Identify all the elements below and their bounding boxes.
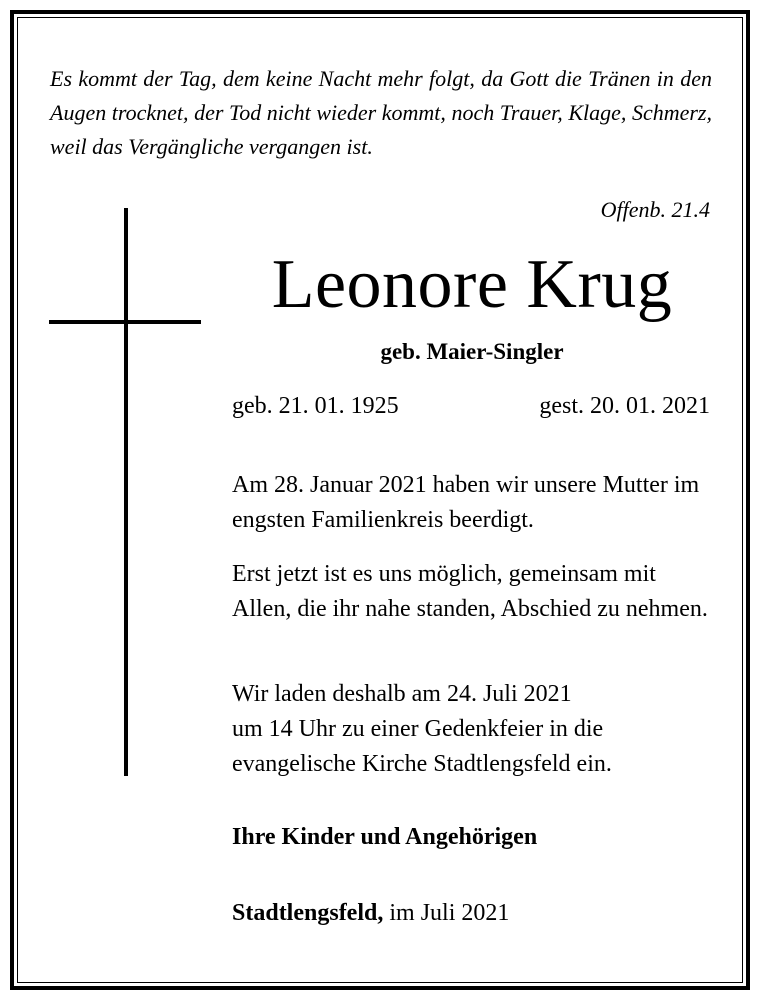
place: Stadtlengsfeld, (232, 900, 384, 926)
cross-horizontal-bar (49, 320, 201, 324)
birth-date: geb. 21. 01. 1925 (232, 393, 399, 419)
bible-verse: Es kommt der Tag, dem keine Nacht mehr folgt, da Gott die Tränen in den Augen trocknet, der Tod nicht wieder kommt, noch Trauer, Klage, Schmerz, weil das Vergängliche vergangen ist. (50, 66, 712, 159)
burial-paragraph: Am 28. Januar 2021 haben wir unsere Mutter im engsten Familienkreis beerdigt. (232, 472, 700, 533)
date: im Juli 2021 (389, 900, 510, 926)
cross-vertical-bar (124, 208, 128, 776)
invitation-line: evangelische Kirche Stadtlengsfeld ein. (232, 751, 612, 777)
invitation-paragraph (232, 677, 712, 782)
verse-reference: Offenb. 21.4 (600, 197, 710, 222)
deceased-name: Leonore Krug (271, 246, 673, 323)
maiden-name: geb. Maier-Singler (380, 339, 564, 364)
death-date: gest. 20. 01. 2021 (539, 393, 710, 419)
farewell-paragraph: Erst jetzt ist es uns möglich, gemeinsam mit Allen, die ihr nahe standen, Abschied zu nehmen. (232, 561, 708, 622)
place-date-line (232, 896, 509, 931)
invitation-line: um 14 Uhr zu einer Gedenkfeier in die (232, 716, 604, 742)
invitation-line: Wir laden deshalb am 24. Juli 2021 (232, 681, 572, 707)
life-dates (232, 390, 710, 422)
signers: Ihre Kinder und Angehörigen (232, 824, 538, 850)
